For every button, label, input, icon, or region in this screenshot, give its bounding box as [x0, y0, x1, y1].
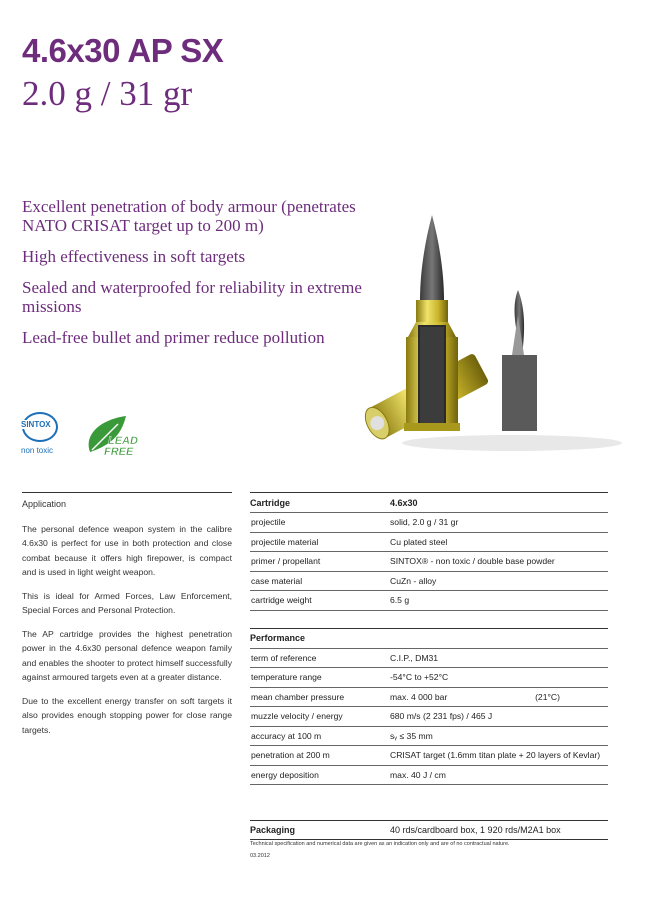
certification-logos: [18, 412, 158, 462]
spec-value: max. 40 J / cm: [390, 769, 446, 780]
table-spacer: [250, 610, 608, 628]
performance-heading: Performance: [250, 633, 306, 643]
spec-label: cartridge weight: [251, 595, 312, 606]
spec-row: [250, 512, 608, 532]
cartridge-illustration: [362, 205, 662, 455]
feature-item: Excellent penetration of body armour (penetrates NATO CRISAT target up to 200 m): [22, 197, 356, 235]
sintox-logo-word: SINTOX: [21, 420, 51, 429]
spec-value: C.I.P., DM31: [390, 652, 439, 663]
spec-row: [250, 765, 608, 785]
spec-row: [250, 706, 608, 726]
spec-value: SINTOX® - non toxic / double base powder: [390, 556, 555, 567]
lead-free-logo-line2: FREE: [104, 446, 134, 458]
spec-row: [250, 687, 608, 707]
spec-row: [250, 571, 608, 591]
spec-label: term of reference: [251, 652, 317, 663]
sintox-logo-subtitle: non toxic: [21, 446, 54, 455]
cartridge-heading: Cartridge: [250, 497, 291, 508]
spec-row: [250, 667, 608, 687]
spec-condition: (21°C): [535, 691, 560, 702]
table-spacer: [250, 802, 608, 820]
application-paragraph: This is ideal for Armed Forces, Law Enforcement, Special Forces and Personal Protection.: [22, 590, 232, 615]
lead-free-logo: [78, 414, 142, 458]
application-heading: Application: [22, 492, 232, 512]
spec-label: projectile material: [251, 536, 319, 547]
table-spacer: [250, 784, 608, 802]
spec-label: primer / propellant: [251, 556, 321, 567]
spec-value: CRISAT target (1.6mm titan plate + 20 layers of Kevlar): [390, 750, 601, 761]
performance-heading-row: [250, 628, 608, 648]
spec-label: temperature range: [251, 672, 322, 683]
spec-row: [250, 745, 608, 765]
application-paragraph: The AP cartridge provides the highest penetration power in the 4.6x30 personal defence weapon family and enables the shooter to protect himself successfully against armoured targets even at a greater distance.: [22, 628, 232, 682]
spec-row: [250, 551, 608, 571]
cartridge-heading-row: [250, 492, 608, 512]
spec-row: [250, 590, 608, 610]
spec-value: CuZn - alloy: [390, 575, 437, 586]
feature-item: High effectiveness in soft targets: [22, 247, 246, 266]
spec-label: projectile: [251, 517, 286, 528]
spec-label: case material: [251, 575, 303, 586]
spec-label: mean chamber pressure: [251, 691, 345, 702]
packaging-row: [250, 820, 608, 840]
disclaimer-text: Technical specification and numerical data are given as an indication only and are of no contractual nature.: [250, 841, 510, 847]
spec-value: 680 m/s (2 231 fps) / 465 J: [390, 711, 493, 722]
sintox-logo: [18, 412, 68, 460]
spec-value: Cu plated steel: [390, 536, 448, 547]
spec-row: [250, 726, 608, 746]
spec-row: [250, 532, 608, 552]
footer-notes: [250, 838, 510, 862]
spec-label: energy deposition: [251, 769, 319, 780]
spec-value: -54°C to +52°C: [390, 672, 449, 683]
lead-free-logo-line1: LEAD: [108, 435, 138, 447]
spec-value: sᵧ ≤ 35 mm: [390, 730, 433, 741]
application-section: [22, 492, 232, 746]
spec-label: muzzle velocity / energy: [251, 711, 343, 722]
revision-date: 03.2012: [250, 853, 270, 859]
product-title: 4.6x30 AP SX: [22, 32, 224, 69]
specification-table: [250, 492, 608, 840]
spec-row: [250, 648, 608, 668]
feature-item: Sealed and waterproofed for reliability in extreme missions: [22, 278, 362, 316]
application-paragraph: The personal defence weapon system in the calibre 4.6x30 is perfect for use in both protection and close combat because it offers high firepower, is compact and is used in light weight weapon.: [22, 523, 232, 577]
spec-label: penetration at 200 m: [251, 750, 330, 761]
feature-list: [22, 197, 402, 359]
spec-value: max. 4 000 bar: [390, 691, 448, 702]
packaging-value: 40 rds/cardboard box, 1 920 rds/M2A1 box: [390, 825, 561, 835]
spec-label: accuracy at 100 m: [251, 730, 322, 741]
packaging-heading: Packaging: [250, 825, 296, 835]
spec-value: 6.5 g: [390, 595, 410, 606]
cartridge-heading-value: 4.6x30: [390, 497, 418, 508]
feature-item: Lead-free bullet and primer reduce pollution: [22, 328, 325, 347]
product-weight: 2.0 g / 31 gr: [22, 74, 193, 113]
spec-value: solid, 2.0 g / 31 gr: [390, 517, 459, 528]
application-paragraph: Due to the excellent energy transfer on soft targets it also provides enough stopping power for close range targets.: [22, 695, 232, 735]
